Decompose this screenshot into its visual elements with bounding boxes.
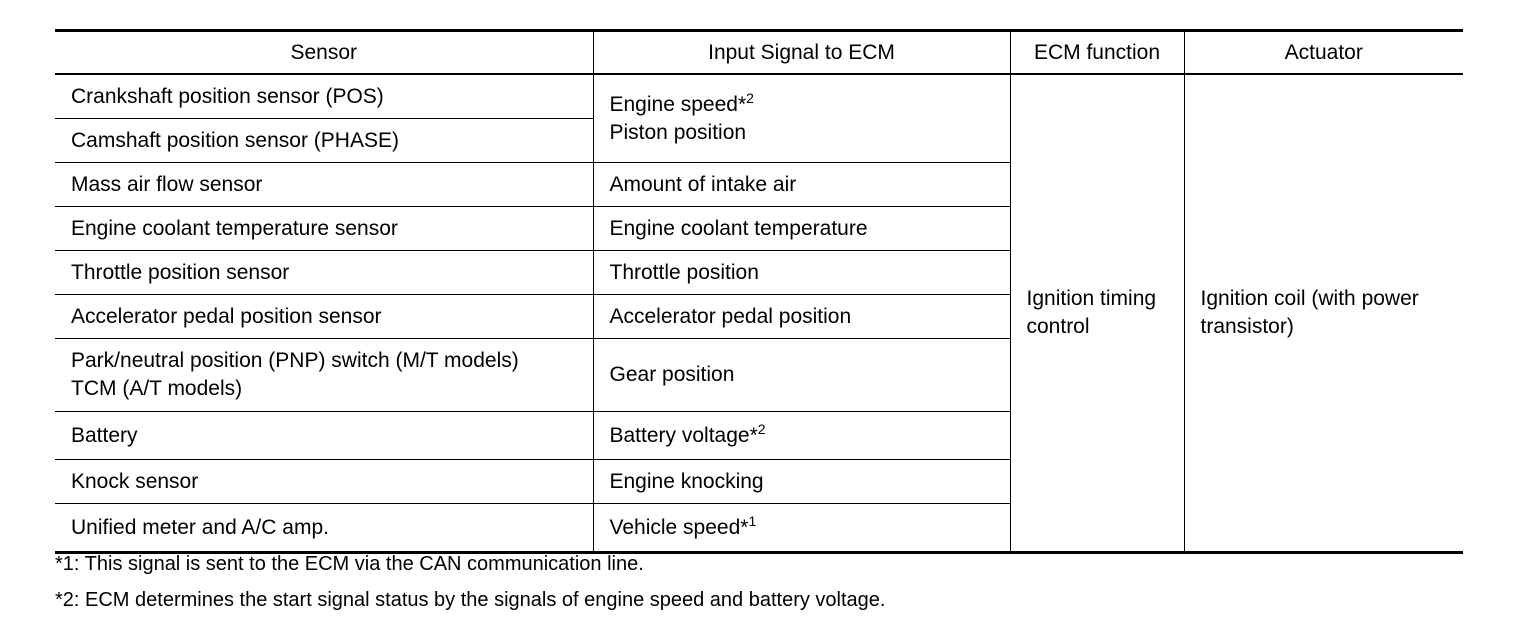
signal-cell bbox=[593, 412, 1010, 460]
sensor-cell: Knock sensor bbox=[55, 460, 593, 504]
sensor-cell: Camshaft position sensor (PHASE) bbox=[55, 119, 593, 163]
footnote-marker: 1 bbox=[748, 512, 757, 529]
ecm-ignition-table bbox=[55, 29, 1463, 554]
signal-cell: Accelerator pedal position bbox=[593, 295, 1010, 339]
header-sensor: Sensor bbox=[55, 31, 593, 75]
sensor-cell: Throttle position sensor bbox=[55, 251, 593, 295]
header-actuator: Actuator bbox=[1184, 31, 1463, 75]
signal-line: Piston position bbox=[609, 120, 747, 144]
signal-cell: Engine knocking bbox=[593, 460, 1010, 504]
signal-line bbox=[610, 91, 994, 119]
signal-cell-merged bbox=[593, 74, 1010, 163]
actuator-line: transistor) bbox=[1200, 315, 1294, 338]
sensor-line: TCM (A/T models) bbox=[71, 377, 243, 400]
signal-cell bbox=[593, 504, 1010, 553]
table-row bbox=[55, 74, 1463, 119]
ecm-function-line: control bbox=[1026, 315, 1090, 338]
header-row bbox=[55, 31, 1463, 75]
actuator-line: Ignition coil (with power bbox=[1200, 287, 1419, 310]
footnote-2: *2: ECM determines the start signal status by the signals of engine speed and battery voltage. bbox=[55, 589, 886, 611]
signal-text: Vehicle speed* bbox=[609, 515, 749, 539]
sensor-cell: Accelerator pedal position sensor bbox=[55, 295, 593, 339]
signal-cell: Gear position bbox=[593, 339, 1010, 412]
sensor-cell bbox=[55, 339, 593, 412]
signal-cell: Amount of intake air bbox=[593, 163, 1010, 207]
signal-cell: Engine coolant temperature bbox=[593, 207, 1010, 251]
footnote-marker: 2 bbox=[746, 89, 754, 106]
footnotes bbox=[55, 552, 885, 612]
sensor-cell: Battery bbox=[55, 412, 593, 460]
sensor-cell: Mass air flow sensor bbox=[55, 163, 593, 207]
sensor-cell: Crankshaft position sensor (POS) bbox=[55, 74, 593, 119]
header-input-signal: Input Signal to ECM bbox=[593, 31, 1010, 75]
signal-cell: Throttle position bbox=[593, 251, 1010, 295]
signal-text: Engine speed* bbox=[609, 92, 747, 116]
sensor-cell: Unified meter and A/C amp. bbox=[55, 504, 593, 553]
ecm-function-line: Ignition timing bbox=[1026, 287, 1157, 310]
actuator-cell bbox=[1184, 74, 1463, 553]
footnote-1: *1: This signal is sent to the ECM via the CAN communication line. bbox=[55, 553, 644, 575]
footnote-marker: 2 bbox=[757, 420, 766, 437]
signal-text: Battery voltage* bbox=[609, 423, 758, 447]
sensor-cell: Engine coolant temperature sensor bbox=[55, 207, 593, 251]
ecm-function-cell bbox=[1010, 74, 1184, 553]
sensor-line: Park/neutral position (PNP) switch (M/T models) bbox=[71, 349, 519, 372]
header-ecm-function: ECM function bbox=[1010, 31, 1184, 75]
